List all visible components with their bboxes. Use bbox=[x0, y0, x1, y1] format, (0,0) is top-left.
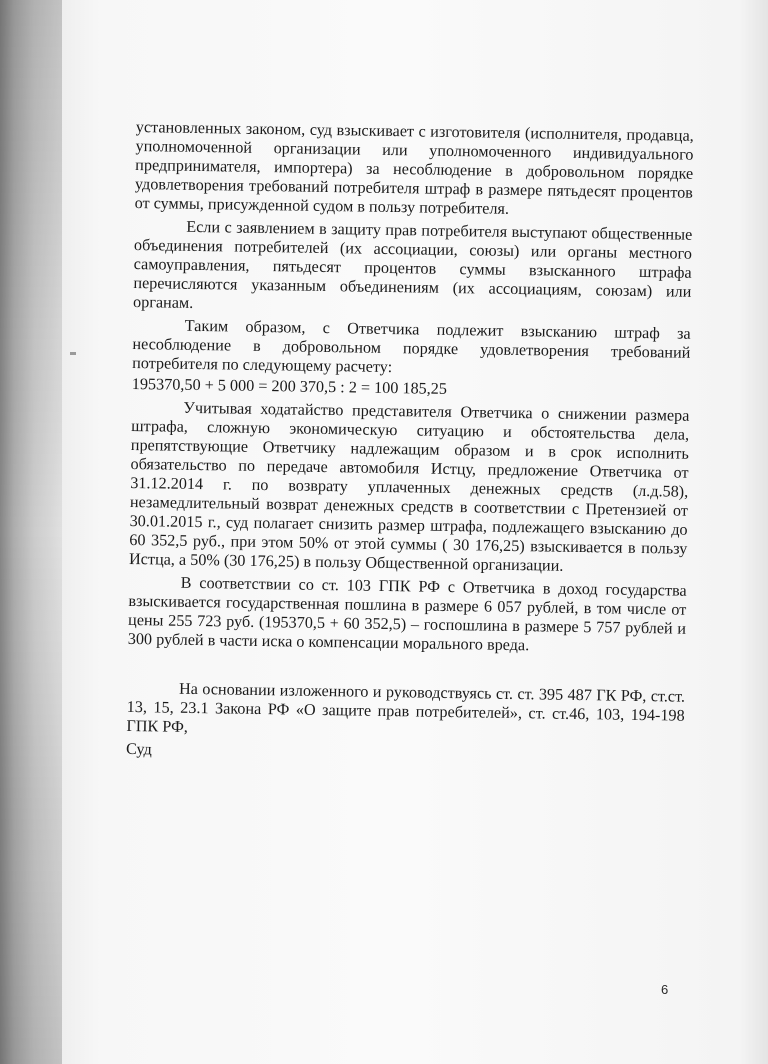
paragraph-penalty-rule: установленных законом, суд взыскивает с изготовителя (исполнителя, продавца, уполномоченной организации или уполномоченного индивидуального предпринимателя, импортера) за несоблюдение в добровольном порядке удовлетворения требований потребителя штраф в размере пятьдесят процентов от суммы, присужденной судом в пользу потребителя. bbox=[134, 118, 694, 218]
paragraph-public-associations: Если с заявлением в защиту прав потребителя выступают общественные объединения потребителей (их ассоциации, союзы) или органы местного самоуправления, пятьдесят процентов суммы взысканного штрафа перечисляются указанным объединениям (их ассоциациям, союзам) или органам. bbox=[132, 217, 693, 312]
document-text-body bbox=[126, 118, 694, 768]
binding-shadow bbox=[0, 0, 62, 1064]
paragraph-penalty-reduction: Учитывая ходатайство представителя Ответчика о снижении размера штрафа, сложную экономическую ситуацию и обстоятельства дела, препятствующие Ответчику надлежащим образом и в срок исполнить обязательство по передаче автомобиля Истцу, предложение Ответчика от 31.12.2014 г. по возврату уплаченных денежных средств (л.д.58), незамедлительный возврат денежных средств в соответствии с Претензией от 30.01.2015 г., суд полагает снизить размер штрафа, подлежащего взысканию до 60 352,5 руб., при этом 50% от этой суммы ( 30 176,25) взыскивается в пользу Истца, а 50% (30 176,25) в пользу Общественной организации. bbox=[128, 398, 690, 575]
paragraph-legal-basis: На основании изложенного и руководствуясь ст. ст. 395 487 ГК РФ, ст.ст. 13, 15, 23.1 Закона РФ «О защите прав потребителей», ст. ст.46, 103, 194-198 ГПК РФ, bbox=[126, 679, 686, 736]
court-heading: Суд bbox=[125, 739, 152, 759]
penalty-calculation-line: 195370,50 + 5 000 = 200 370,5 : 2 = 100 185,25 bbox=[131, 374, 448, 398]
page-fold-mark bbox=[70, 352, 76, 355]
paragraph-penalty-calculation-intro: Таким образом, с Ответчика подлежит взысканию штраф за несоблюдение в добровольном порядке удовлетворения требований потребителя по следующему расчету: bbox=[132, 316, 691, 377]
page-number: 6 bbox=[661, 982, 669, 997]
paragraph-state-duty: В соответствии со ст. 103 ГПК РФ с Ответчика в доход государства взыскивается государственная пошлина в размере 6 057 рублей, в том числе от цены 255 723 руб. (195370,5 + 60 352,5) – госпошлина в размере 5 757 рублей и 300 рублей в части иска о компенсации морального вреда. bbox=[127, 573, 687, 655]
